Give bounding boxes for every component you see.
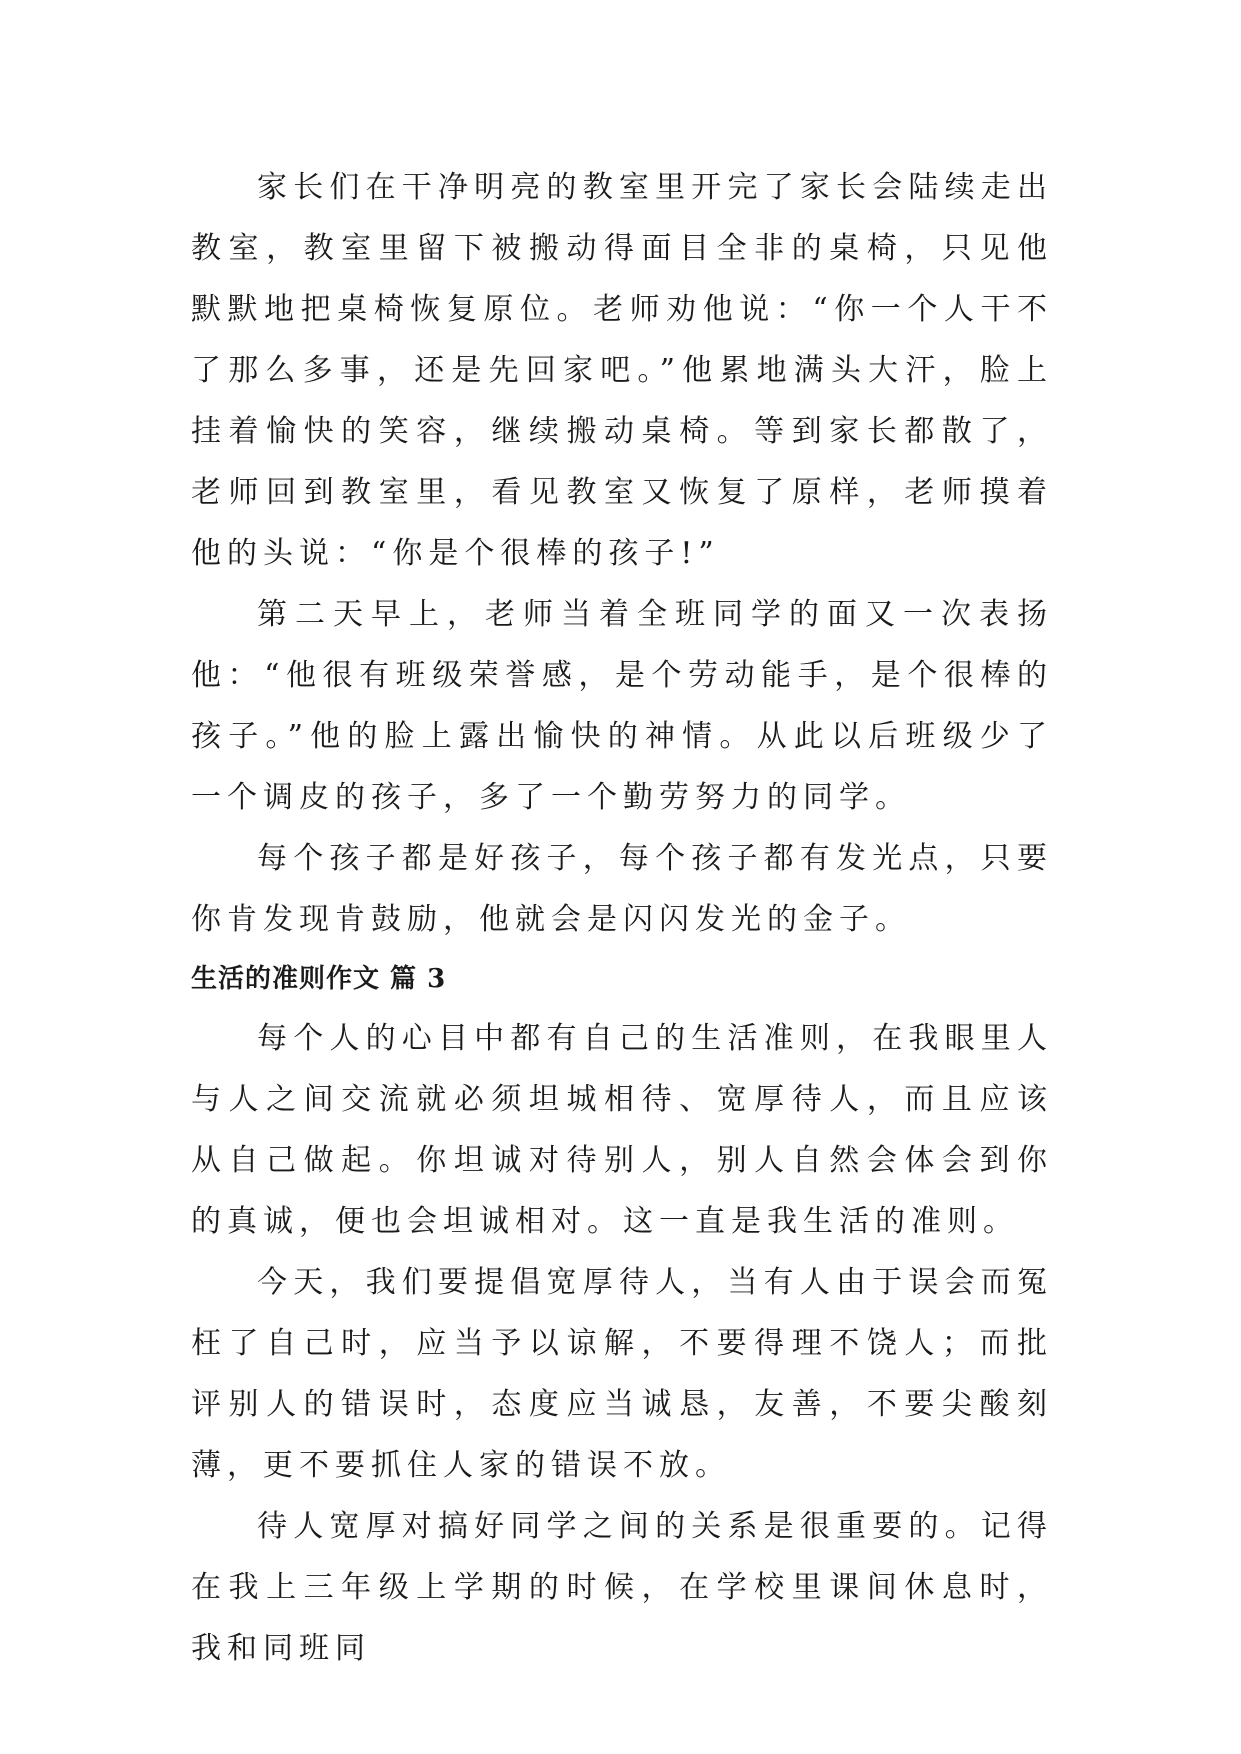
paragraph: 每个人的心目中都有自己的生活准则，在我眼里人与人之间交流就必须坦城相待、宽厚待人，而且应该从自己做起。你坦诚对待别人，别人自然会体会到你的真诚，便也会坦诚相对。这一直是我生活的准则。 <box>191 1021 1053 1239</box>
paragraph: 待人宽厚对搞好同学之间的关系是很重要的。记得在我上三年级上学期的时候，在学校里课间休息时，我和同班同 <box>191 1509 1053 1666</box>
section-heading: 生活的准则作文 篇 3 <box>191 964 447 994</box>
paragraph: 家长们在干净明亮的教室里开完了家长会陆续走出教室，教室里留下被搬动得面目全非的桌椅，只见他默默地把桌椅恢复原位。老师劝他说：“你一个人干不了那么多事，还是先回家吧。”他累地满头大汗，脸上挂着愉快的笑容，继续搬动桌椅。等到家长都散了，老师回到教室里，看见教室又恢复了原样，老师摸着他的头说：“你是个很棒的孩子!” <box>191 170 1053 571</box>
paragraph: 每个孩子都是好孩子，每个孩子都有发光点，只要你肯发现肯鼓励，他就会是闪闪发光的金子。 <box>191 841 1053 937</box>
paragraph: 今天，我们要提倡宽厚待人，当有人由于误会而冤枉了自己时，应当予以谅解，不要得理不饶人；而批评别人的错误时，态度应当诚恳，友善，不要尖酸刻薄，更不要抓住人家的错误不放。 <box>191 1265 1053 1483</box>
paragraph: 第二天早上，老师当着全班同学的面又一次表扬他：“他很有班级荣誉感，是个劳动能手，是个很棒的孩子。”他的脸上露出愉快的神情。从此以后班级少了一个调皮的孩子，多了一个勤劳努力的同学。 <box>191 597 1053 815</box>
document-page <box>191 157 1053 1679</box>
